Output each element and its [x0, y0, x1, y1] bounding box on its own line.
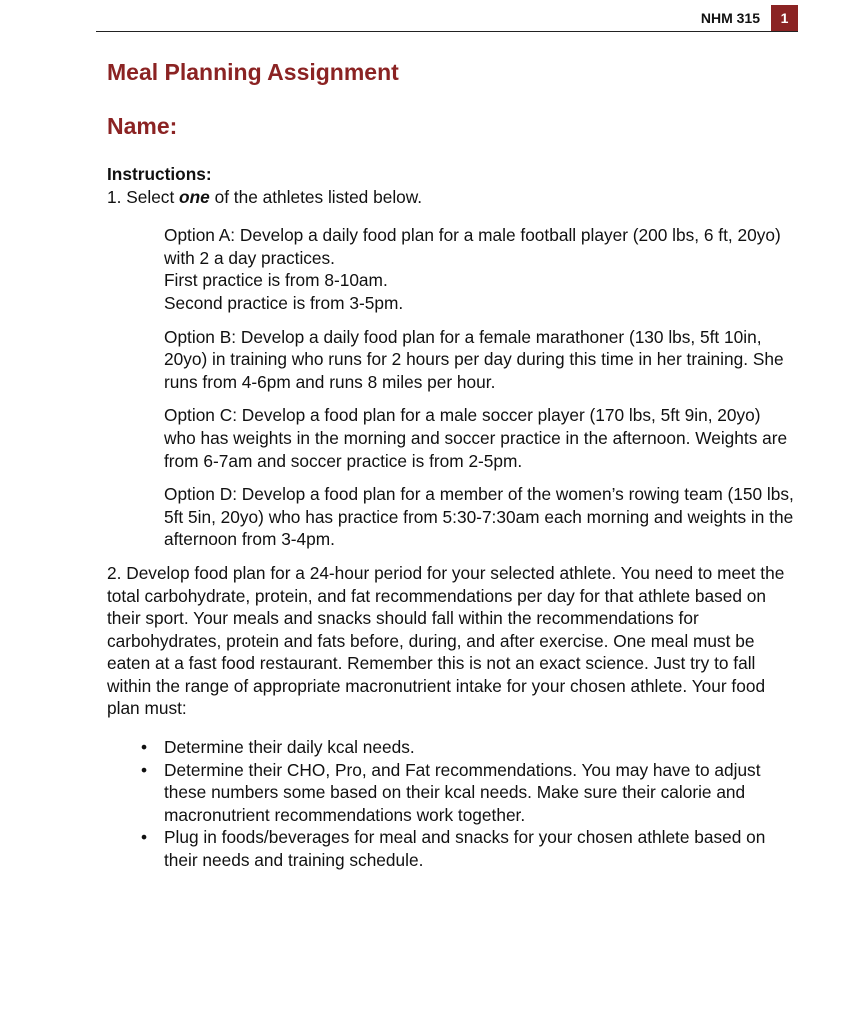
instruction-step-1 [107, 186, 797, 209]
requirements-list [107, 736, 797, 872]
option-a-text: Option A: Develop a daily food plan for a male football player (200 lbs, 6 ft, 20yo) with 2 a day practices. [164, 225, 781, 268]
list-item [107, 736, 797, 759]
option-a-second-practice: Second practice is from 3-5pm. [164, 292, 404, 313]
requirement-text: Determine their CHO, Pro, and Fat recommendations. You may have to adjust these numbers some based on their kcal needs. Make sure their calorie and macronutrient recommendations work together. [164, 759, 761, 825]
option-b: Option B: Develop a daily food plan for a female marathoner (130 lbs, 5ft 10in, 20yo) in training who runs for 2 hours per day during this time in her training. She runs from 4-6pm and runs 8 miles per hour. [164, 326, 784, 392]
requirement-text: Determine their daily kcal needs. [164, 737, 415, 758]
bullet-icon: • [140, 827, 148, 848]
option-a [164, 224, 797, 314]
page-title: Meal Planning Assignment [107, 59, 399, 85]
assignment-body [107, 163, 797, 872]
option-a-first-practice: First practice is from 8-10am. [164, 270, 388, 291]
step1-prefix: 1. Select [107, 186, 180, 207]
course-code: NHM 315 [700, 10, 760, 26]
instruction-step-2: 2. Develop food plan for a 24-hour period for your selected athlete. You need to meet the total carbohydrate, protein, and fat recommendations per day for that athlete based on their sport. Your meals and snacks should fall within the recommendations for carbohydrates, protein and fats before, during, and after exercise. One meal must be eaten at a fast food restaurant. Remember this is not an exact science. Just try to fall within the range of appropriate macronutrient intake for your chosen athlete. Your food plan must: [107, 562, 785, 719]
step1-suffix: of the athletes listed below. [209, 186, 423, 207]
requirement-text: Plug in foods/beverages for meal and snacks for your chosen athlete based on their needs and training schedule. [164, 827, 766, 871]
athlete-options [164, 224, 797, 551]
instructions-heading: Instructions: [107, 164, 212, 184]
option-c: Option C: Develop a food plan for a male soccer player (170 lbs, 5ft 9in, 20yo) who has weights in the morning and soccer practice in the afternoon. Weights are from 6-7am and soccer practice is from 2-5pm. [164, 405, 788, 471]
option-d: Option D: Develop a food plan for a member of the women’s rowing team (150 lbs, 5ft 5in, 20yo) who has practice from 5:30-7:30am each morning and weights in the afternoon from 3-4pm. [164, 484, 794, 550]
step1-emphasis: one [179, 186, 210, 207]
bullet-icon: • [140, 759, 148, 780]
name-label: Name: [107, 113, 178, 139]
bullet-icon: • [140, 737, 148, 758]
list-item [107, 759, 797, 827]
page-number-badge: 1 [771, 5, 798, 31]
list-item [107, 826, 797, 871]
page-header [96, 5, 798, 32]
